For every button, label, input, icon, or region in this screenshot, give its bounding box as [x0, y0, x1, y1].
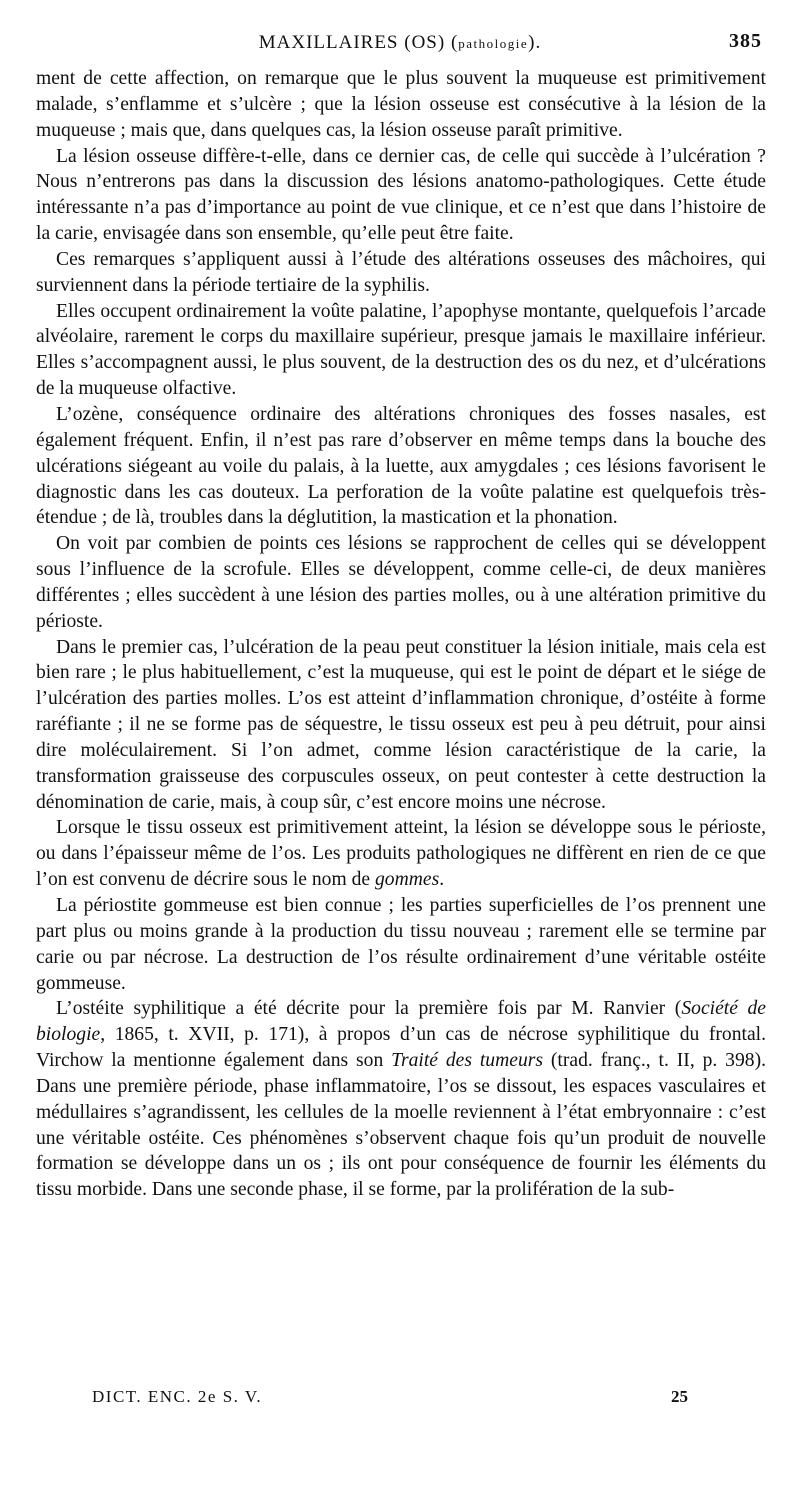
body-text — [36, 66, 766, 1203]
paragraph — [36, 299, 766, 402]
running-title-end: ). — [528, 32, 542, 53]
gathering-number: 25 — [671, 1387, 688, 1406]
italic-text: Société de biologie — [36, 998, 767, 1046]
page-number: 385 — [729, 30, 762, 52]
paragraph-text: La lésion osseuse diffère-t-elle, dans ce dernier cas, de celle qui succède à l’ulcération ? Nous n’entrerons pas dans la discussion des lésions anatomo-pathologiques. Cette étude intéressante n’a pas d’importance au point de vue clinique, et ce n’est que dans l’histoire de la carie, envisagée dans son ensemble, qu’elle peut être faite. — [36, 145, 766, 245]
paragraph-text: ment de cette affection, on remarque que le plus souvent la muqueuse est primitivement malade, s’enflamme et s’ulcère ; que la lésion osseuse est consécutive à la lésion de la muqueuse ; mais que, dans quelques cas, la lésion osseuse paraît primitive. — [36, 68, 766, 141]
running-title-smallcaps: pathologie — [458, 36, 529, 51]
italic-text: gommes — [374, 869, 440, 891]
paragraph-text: . — [439, 869, 445, 891]
paragraph — [36, 996, 766, 1203]
signature-mark: DICT. ENC. 2e S. V. — [92, 1387, 263, 1406]
running-title-text: MAXILLAIRES (OS) ( — [258, 32, 459, 53]
paragraph — [36, 815, 766, 893]
paragraph — [36, 247, 766, 299]
italic-text: Traité des tumeurs — [391, 1050, 543, 1072]
page-footer — [92, 1387, 688, 1411]
paragraph-text: Lorsque le tissu osseux est primitivement atteint, la lésion se développe sous le périoste, ou dans l’épaisseur même de l’os. Les produits pathologiques ne diffèrent en rien de ce que l’on est convenu de décrire sous le nom de — [36, 817, 766, 891]
paragraph-text: La périostite gommeuse est bien connue ; les parties superficielles de l’os prennent une part plus ou moins grande à la production du tissu nouveau ; rarement elle se termine par carie ou par nécrose. La destruction de l’os résulte ordinairement d’une véritable ostéite gommeuse. — [36, 895, 766, 994]
paragraph-text: Ces remarques s’appliquent aussi à l’étude des altérations osseuses des mâchoires, qui surviennent dans la période tertiaire de la syphilis. — [36, 248, 766, 296]
running-header — [36, 30, 764, 60]
paragraph-text: Dans le premier cas, l’ulcération de la peau peut constituer la lésion initiale, mais cela est bien rare ; le plus habituellement, c’est la muqueuse, qui est le point de départ et le siége de l’ulcération des parties molles. L’os est atteint d’inflammation chronique, d’ostéite à forme raréfiante ; il ne se forme pas de séquestre, le tissu osseux est peu à peu détruit, pour ainsi dire moléculairement. Si l’on admet, comme lésion caractéristique de la carie, la transformation graisseuse des corpuscules osseux, on peut contester à cette destruction la dénomination de carie, mais, à coup sûr, c’est encore moins une nécrose. — [36, 636, 766, 813]
paragraph — [36, 144, 766, 247]
paragraph-text: L’ozène, conséquence ordinaire des altérations chroniques des fosses nasales, est également fréquent. Enfin, il n’est pas rare d’observer en même temps dans la bouche des ulcérations siégeant au voile du palais, à la luette, aux amygdales ; ces lésions favorisent le diagnostic dans les cas douteux. La perforation de la voûte palatine est quelquefois très-étendue ; de là, troubles dans la déglutition, la mastication et la phonation. — [36, 403, 766, 529]
paragraph-text: (trad. franç., t. II, p. 398). Dans une première période, phase inflammatoire, l’os se dissout, les espaces vasculaires et médullaires s’agrandissent, les cellules de la moelle reviennent à l’état embryonnaire : c’est une véritable ostéite. Ces phénomènes s’observent chaque fois qu’un produit de nouvelle formation se développe dans un os ; ils ont pour conséquence de fournir les éléments du tissu morbide. Dans une seconde phase, il se forme, par la prolifération de la sub- — [36, 1050, 766, 1201]
paragraph — [36, 402, 766, 531]
paragraph — [36, 66, 766, 144]
paragraph-text: On voit par combien de points ces lésions se rapprochent de celles qui se développent sous l’influence de la scrofule. Elles se développent, comme celle-ci, de deux manières différentes ; elles succèdent à une lésion des parties molles, ou à une altération primitive du périoste. — [36, 533, 766, 632]
paragraph — [36, 635, 766, 816]
paragraph-text: , 1865, t. XVII, p. 171), à propos d’un cas de nécrose syphilitique du frontal. Virchow la mentionne également dans son — [36, 1024, 766, 1072]
paragraph — [36, 531, 766, 634]
paragraph-text: L’ostéite syphilitique a été décrite pour la première fois par M. Ranvier ( — [56, 998, 682, 1020]
paragraph — [36, 893, 766, 996]
running-title — [36, 32, 764, 54]
paragraph-text: Elles occupent ordinairement la voûte palatine, l’apophyse montante, quelquefois l’arcade alvéolaire, rarement le corps du maxillaire supérieur, presque jamais le maxillaire inférieur. Elles s’accompagnent aussi, le plus souvent, de la destruction des os du nez, et d’ulcérations de la muqueuse olfactive. — [36, 300, 766, 400]
